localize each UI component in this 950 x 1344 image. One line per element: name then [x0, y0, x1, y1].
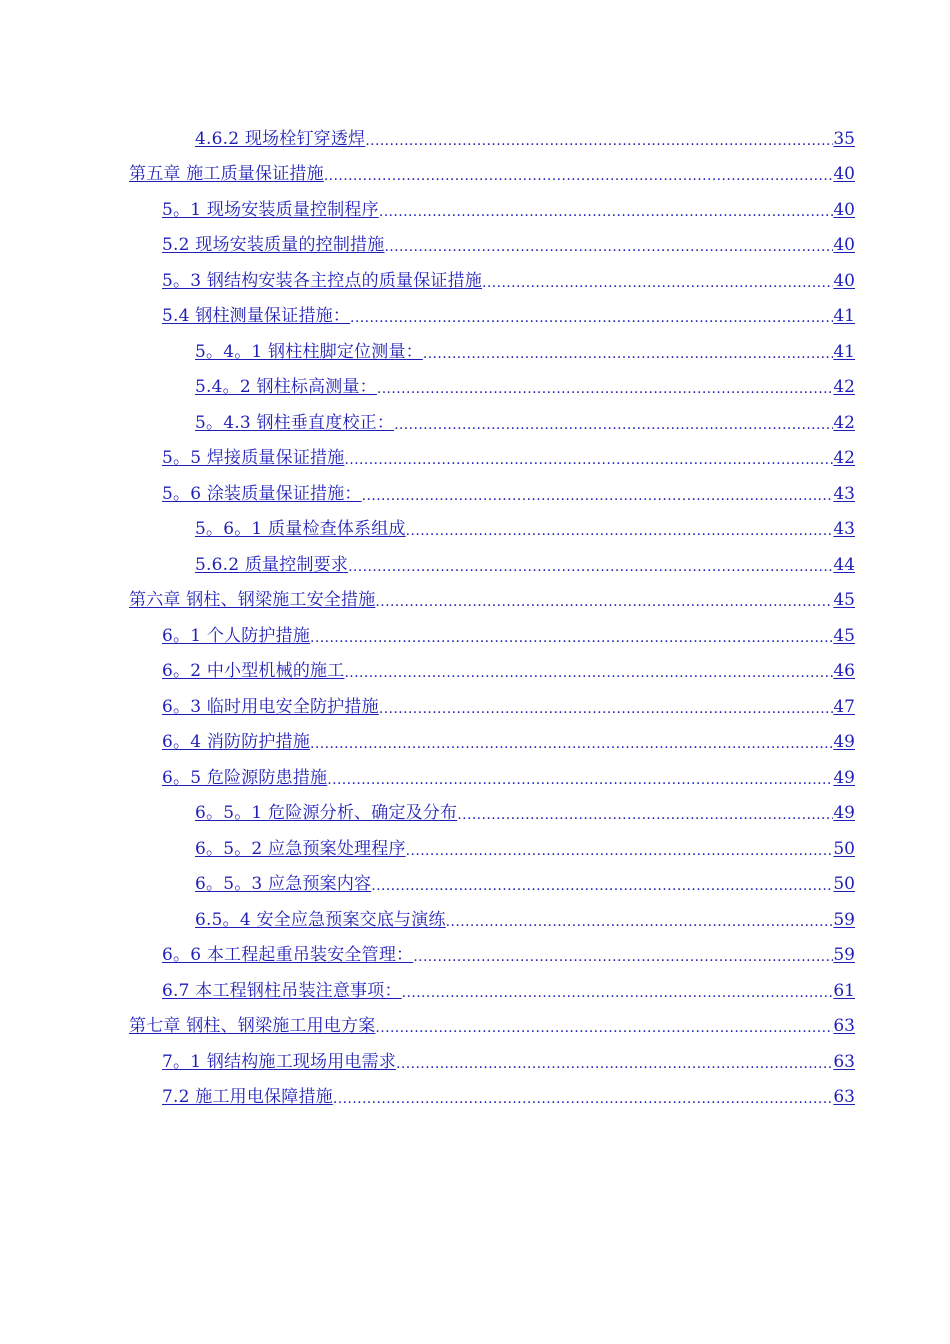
- toc-leader-dots: [413, 944, 833, 966]
- toc-entry[interactable]: [162, 692, 855, 718]
- toc-leader-dots: [384, 234, 833, 256]
- toc-entry-page: 42: [833, 448, 855, 468]
- toc-entry-page: 59: [833, 945, 855, 965]
- toc-leader-dots: [333, 1086, 834, 1108]
- toc-entry-page: 49: [833, 732, 855, 752]
- toc-entry-title: 5.2 现场安装质量的控制措施: [162, 235, 385, 255]
- toc-entry-title: 5.6.2 质量控制要求: [195, 555, 349, 575]
- toc-entry-page: 35: [833, 129, 855, 149]
- toc-leader-dots: [379, 199, 834, 221]
- toc-entry-title: 5。3 钢结构安装各主控点的质量保证措施: [162, 271, 483, 291]
- toc-entry-page: 40: [833, 235, 855, 255]
- toc-leader-dots: [310, 731, 833, 753]
- toc-leader-dots: [348, 554, 833, 576]
- toc-entry-title: 6。1 个人防护措施: [162, 626, 311, 646]
- toc-entry[interactable]: [195, 550, 855, 576]
- toc-entry[interactable]: [162, 266, 855, 292]
- toc-leader-dots: [310, 625, 833, 647]
- toc-entry-title: 6。5。1 危险源分析、确定及分布: [195, 803, 458, 823]
- toc-entry[interactable]: [162, 443, 855, 469]
- toc-entry-title: 6.5。4 安全应急预案交底与演练: [195, 910, 446, 930]
- toc-entry[interactable]: [162, 976, 855, 1002]
- toc-entry-page: 41: [833, 306, 855, 326]
- toc-entry[interactable]: [195, 124, 855, 150]
- toc-entry[interactable]: [162, 1047, 855, 1073]
- toc-entry-title: 4.6.2 现场栓钉穿透焊: [195, 129, 366, 149]
- toc-leader-dots: [350, 305, 833, 327]
- toc-leader-dots: [375, 589, 833, 611]
- toc-entry[interactable]: [195, 337, 855, 363]
- toc-entry[interactable]: [129, 585, 855, 611]
- toc-entry-title: 第六章 钢柱、钢梁施工安全措施: [129, 590, 376, 610]
- toc-entry[interactable]: [162, 301, 855, 327]
- toc-entry[interactable]: [195, 798, 855, 824]
- toc-leader-dots: [327, 767, 833, 789]
- toc-entry[interactable]: [129, 1011, 855, 1037]
- toc-entry-page: 43: [833, 519, 855, 539]
- toc-entry-page: 42: [833, 413, 855, 433]
- toc-entry-page: 63: [833, 1087, 855, 1107]
- toc-entry-title: 6。6 本工程起重吊装安全管理：: [162, 945, 414, 965]
- toc-leader-dots: [324, 163, 834, 185]
- toc-entry[interactable]: [162, 940, 855, 966]
- toc-entry[interactable]: [195, 408, 855, 434]
- toc-entry[interactable]: [195, 905, 855, 931]
- toc-entry-title: 5。5 焊接质量保证措施: [162, 448, 345, 468]
- toc-entry[interactable]: [195, 834, 855, 860]
- toc-entry[interactable]: [162, 1082, 855, 1108]
- toc-entry-title: 5.4。2 钢柱标高测量：: [195, 377, 377, 397]
- toc-entry[interactable]: [195, 372, 855, 398]
- toc-entry-title: 5。6。1 质量检查体系组成: [195, 519, 406, 539]
- toc-entry-title: 5。4.3 钢柱垂直度校正：: [195, 413, 395, 433]
- toc-entry-page: 59: [833, 910, 855, 930]
- toc-leader-dots: [344, 660, 833, 682]
- toc-entry[interactable]: [162, 727, 855, 753]
- toc-leader-dots: [371, 873, 833, 895]
- toc-entry-page: 47: [833, 697, 855, 717]
- toc-leader-dots: [406, 838, 834, 860]
- toc-entry-title: 5。4。1 钢柱柱脚定位测量：: [195, 342, 423, 362]
- toc-entry-page: 45: [833, 626, 855, 646]
- toc-entry-page: 46: [833, 661, 855, 681]
- toc-entry-title: 第五章 施工质量保证措施: [129, 164, 324, 184]
- toc-entry-page: 40: [833, 164, 855, 184]
- toc-entry-page: 42: [833, 377, 855, 397]
- toc-entry-title: 7。1 钢结构施工现场用电需求: [162, 1052, 397, 1072]
- toc-entry-title: 6。2 中小型机械的施工: [162, 661, 345, 681]
- toc-entry-page: 49: [833, 768, 855, 788]
- toc-leader-dots: [362, 483, 834, 505]
- toc-leader-dots: [482, 270, 833, 292]
- toc-leader-dots: [375, 1015, 833, 1037]
- toc-leader-dots: [457, 802, 833, 824]
- toc-entry-title: 6.7 本工程钢柱吊装注意事项：: [162, 981, 402, 1001]
- toc-entry[interactable]: [162, 195, 855, 221]
- toc-entry-page: 50: [833, 839, 855, 859]
- toc-entry-page: 50: [833, 874, 855, 894]
- toc-leader-dots: [365, 128, 833, 150]
- toc-leader-dots: [377, 376, 834, 398]
- toc-entry-page: 63: [833, 1052, 855, 1072]
- toc-entry-title: 5。1 现场安装质量控制程序: [162, 200, 379, 220]
- toc-entry[interactable]: [162, 621, 855, 647]
- toc-entry-page: 45: [833, 590, 855, 610]
- toc-entry-title: 6。3 临时用电安全防护措施: [162, 697, 379, 717]
- toc-entry-title: 6。5。2 应急预案处理程序: [195, 839, 406, 859]
- toc-entry-page: 61: [833, 981, 855, 1001]
- toc-entry-page: 43: [833, 484, 855, 504]
- toc-entry[interactable]: [129, 159, 855, 185]
- toc-leader-dots: [344, 447, 833, 469]
- toc-leader-dots: [423, 341, 834, 363]
- toc-entry[interactable]: [195, 869, 855, 895]
- toc-entry-page: 49: [833, 803, 855, 823]
- toc-entry-title: 6。5。3 应急预案内容: [195, 874, 372, 894]
- toc-entry-title: 5.4 钢柱测量保证措施：: [162, 306, 351, 326]
- toc-entry-title: 5。6 涂装质量保证措施：: [162, 484, 362, 504]
- toc-entry-page: 40: [833, 271, 855, 291]
- toc-leader-dots: [396, 1051, 833, 1073]
- toc-entry-page: 40: [833, 200, 855, 220]
- toc-leader-dots: [394, 412, 833, 434]
- toc-entry[interactable]: [195, 514, 855, 540]
- toc-entry-page: 63: [833, 1016, 855, 1036]
- toc-entry[interactable]: [162, 763, 855, 789]
- toc-entry[interactable]: [162, 479, 855, 505]
- toc-leader-dots: [406, 518, 834, 540]
- toc-leader-dots: [379, 696, 834, 718]
- toc-entry[interactable]: [162, 656, 855, 682]
- toc-entry-title: 7.2 施工用电保障措施: [162, 1087, 333, 1107]
- toc-leader-dots: [446, 909, 834, 931]
- toc-entry-page: 41: [833, 342, 855, 362]
- toc-entry[interactable]: [162, 230, 855, 256]
- toc-entry-title: 6。4 消防防护措施: [162, 732, 311, 752]
- toc-entry-title: 第七章 钢柱、钢梁施工用电方案: [129, 1016, 376, 1036]
- toc-entry-title: 6。5 危险源防患措施: [162, 768, 328, 788]
- toc-leader-dots: [402, 980, 834, 1002]
- toc-entry-page: 44: [833, 555, 855, 575]
